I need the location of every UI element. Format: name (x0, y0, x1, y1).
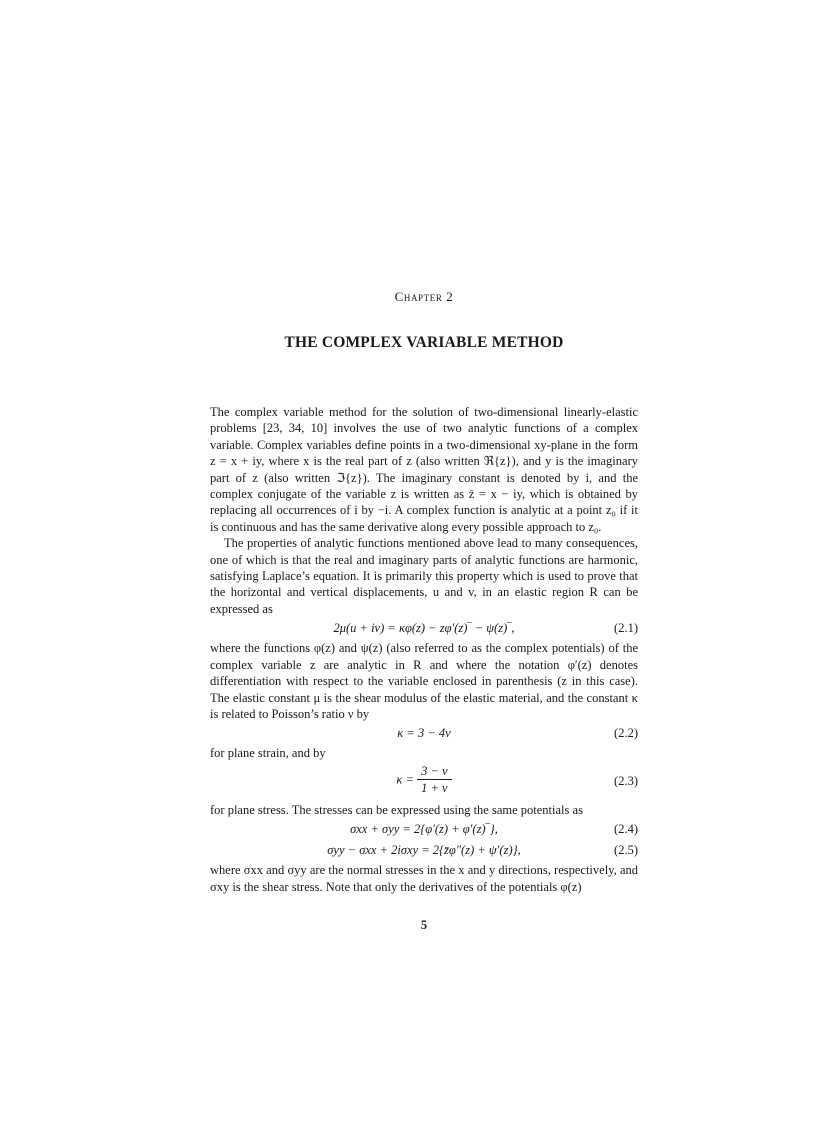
equation-2-5-number: (2.5) (614, 843, 638, 858)
chapter-title: THE COMPLEX VARIABLE METHOD (284, 334, 564, 351)
equation-2-3-lhs: κ = (396, 772, 414, 787)
page-number: 5 (420, 918, 428, 932)
equation-2-3-denominator: 1 + ν (421, 780, 448, 795)
paragraph-6: where σxx and σyy are the normal stresses in the x and y directions, respectively, and σxy is the shear stress. Note that only the derivatives of the potentials φ(z) (210, 863, 638, 894)
paragraph-4: for plane strain, and by (210, 746, 326, 761)
equation-2-2-number: (2.2) (614, 726, 638, 741)
equation-2-1-expr: 2μ(u + iv) = κφ(z) − zφ′(z)‾ − ψ(z)‾, (333, 621, 515, 636)
equation-2-3-fraction (417, 763, 451, 796)
equation-2-5 (210, 842, 638, 860)
equation-2-2-expr: κ = 3 − 4ν (397, 726, 451, 741)
equation-2-4-expr: σxx + σyy = 2{φ′(z) + φ′(z)‾}, (350, 822, 498, 837)
paragraph-1: The complex variable method for the solution of two-dimensional linearly-elastic problems [23, 34, 10] involves the use of two analytic functions of a complex variable. Complex variables define points in a two-dimensional xy-plane in the form z = x + iy, where x is the real part of z (also written ℜ{z}), and y is the imaginary part of z (also written ℑ{z}). The imaginary constant is denoted by i, and the complex conjugate of the variable z is written as z̄ = x − iy, which is obtained by replacing all occurrences of i by −i. A complex function is analytic at a point z₀ if it is continuous and has the same derivative along every possible approach to z₀. (210, 405, 638, 534)
paragraph-2: The properties of analytic functions mentioned above lead to many consequences, one of which is that the real and imaginary parts of analytic functions are harmonic, satisfying Laplace’s equation. It is primarily this property which is used to prove that the horizontal and vertical displacements, u and v, in an elastic region R can be expressed as (210, 536, 638, 616)
equation-2-3 (210, 763, 638, 801)
equation-2-4-number: (2.4) (614, 822, 638, 837)
paragraph-5: for plane stress. The stresses can be expressed using the same potentials as (210, 802, 583, 817)
equation-2-1 (210, 620, 638, 638)
equation-2-3-number: (2.3) (614, 773, 638, 788)
body-text (210, 404, 638, 895)
equation-2-1-number: (2.1) (614, 621, 638, 636)
equation-2-4 (210, 821, 638, 839)
equation-2-3-numerator: 3 − ν (417, 763, 451, 780)
paragraph-3: where the functions φ(z) and ψ(z) (also referred to as the complex potentials) of the complex variable z are analytic in R and where the notation φ′(z) denotes differentiation with respect to the variable enclosed in parenthesis (z in this case). The elastic constant μ is the shear modulus of the elastic material, and the constant κ is related to Poisson’s ratio ν by (210, 641, 638, 721)
chapter-label: Chapter 2 (394, 289, 454, 304)
equation-2-5-expr: σyy − σxx + 2iσxy = 2{z̄φ″(z) + ψ′(z)}, (327, 843, 521, 858)
equation-2-2 (210, 725, 638, 743)
